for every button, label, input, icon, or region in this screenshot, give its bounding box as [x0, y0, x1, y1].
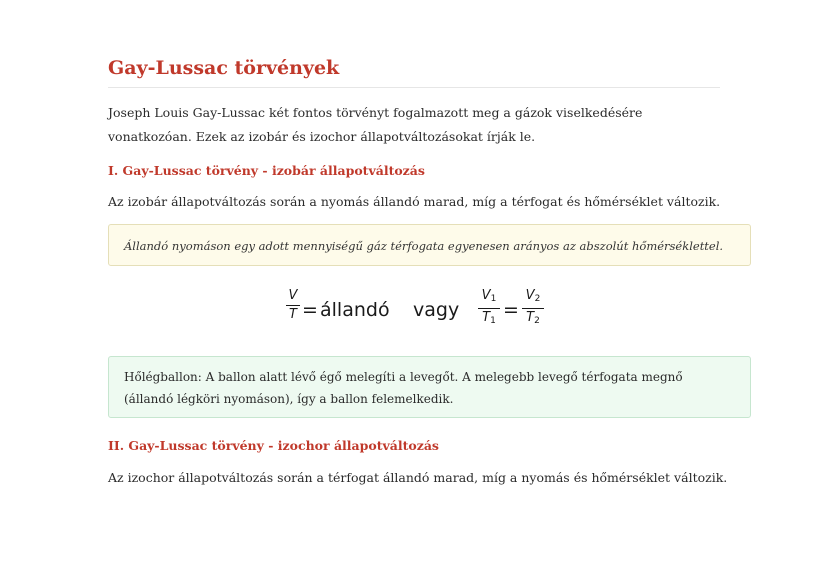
fraction-denominator: $T_1$ [482, 310, 496, 326]
fraction-numerator: $V_2$ [525, 288, 541, 304]
equals-sign: = [503, 299, 519, 321]
fraction-bar [286, 305, 300, 306]
section-heading-izobar: I. Gay-Lussac törvény - izobár állapotváltozás [108, 163, 425, 178]
page-title: Gay-Lussac törvények [108, 57, 340, 79]
fraction-denominator: $T_2$ [526, 310, 540, 326]
fraction-bar [478, 308, 500, 309]
example-text: Hőlégballon: A ballon alatt lévő égő melegíti a levegőt. A melegebb levegő térfogata megnő (állandó légköri nyomáson), így a ballon felemelkedik. [124, 370, 683, 406]
izobar-description: Az izobár állapotváltozás során a nyomás állandó marad, míg a térfogat és hőmérséklet változik. [108, 194, 721, 209]
fraction-v-over-t [286, 288, 300, 323]
fraction-bar [522, 308, 544, 309]
example-box [108, 356, 751, 418]
fraction-numerator: $V_1$ [481, 288, 497, 304]
izochor-description: Az izochor állapotváltozás során a térfogat állandó marad, míg a nyomás és hőmérséklet változik. [108, 470, 728, 485]
intro-paragraph: Joseph Louis Gay-Lussac két fontos törvényt fogalmazott meg a gázok viselkedésére vonatkozóan. Ezek az izobár és izochor állapotváltozásokat írják le. [108, 105, 643, 144]
section-heading-izochor: II. Gay-Lussac törvény - izochor állapotváltozás [108, 438, 439, 453]
law-statement-box [108, 224, 751, 266]
fraction-denominator: T [289, 307, 297, 322]
fraction-numerator: V [288, 288, 298, 303]
constant-word: állandó [320, 299, 390, 321]
title-divider [108, 87, 720, 88]
law-statement-text: Állandó nyomáson egy adott mennyiségű gáz térfogata egyenesen arányos az abszolút hőmérséklettel. [124, 239, 724, 253]
fraction-v2-over-t2 [522, 288, 544, 329]
equals-sign: = [302, 299, 318, 321]
fraction-v1-over-t1 [478, 288, 500, 329]
or-word: vagy [413, 299, 460, 321]
